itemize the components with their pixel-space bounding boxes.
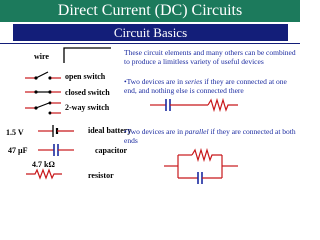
intro-text: These circuit elements and many others can be combined to produce a limitless variety of useful devices [124,48,296,66]
capacitor-label: capacitor [95,146,127,155]
two-way-switch-label: 2-way switch [65,103,110,112]
series-diagram [150,97,260,113]
closed-switch-icon [25,86,61,98]
slide-subtitle: Circuit Basics [13,24,288,41]
resistor-value: 4.7 kΩ [32,160,55,169]
parallel-diagram [164,148,260,184]
resistor-icon [26,168,62,180]
wire-label: wire [34,52,49,61]
wire-symbol [63,44,113,64]
open-switch-icon [25,69,61,83]
closed-switch-label: closed switch [65,88,110,97]
resistor-label: resistor [88,171,114,180]
battery-icon [38,122,74,140]
two-way-switch-icon [25,100,61,116]
battery-value: 1.5 V [6,128,24,137]
series-text: •Two devices are in series if they are connected at one end, and nothing else is connected there [124,77,287,95]
battery-label: ideal battery [88,126,132,135]
capacitor-value: 47 µF [8,146,28,155]
open-switch-label: open switch [65,72,106,81]
header-divider [0,43,300,44]
parallel-term: parallel [184,127,209,136]
series-term: series [184,77,203,86]
slide-title: Direct Current (DC) Circuits [0,0,300,22]
parallel-text: •Two devices are in parallel if they are connected at both ends [124,127,296,145]
capacitor-icon [38,142,74,158]
